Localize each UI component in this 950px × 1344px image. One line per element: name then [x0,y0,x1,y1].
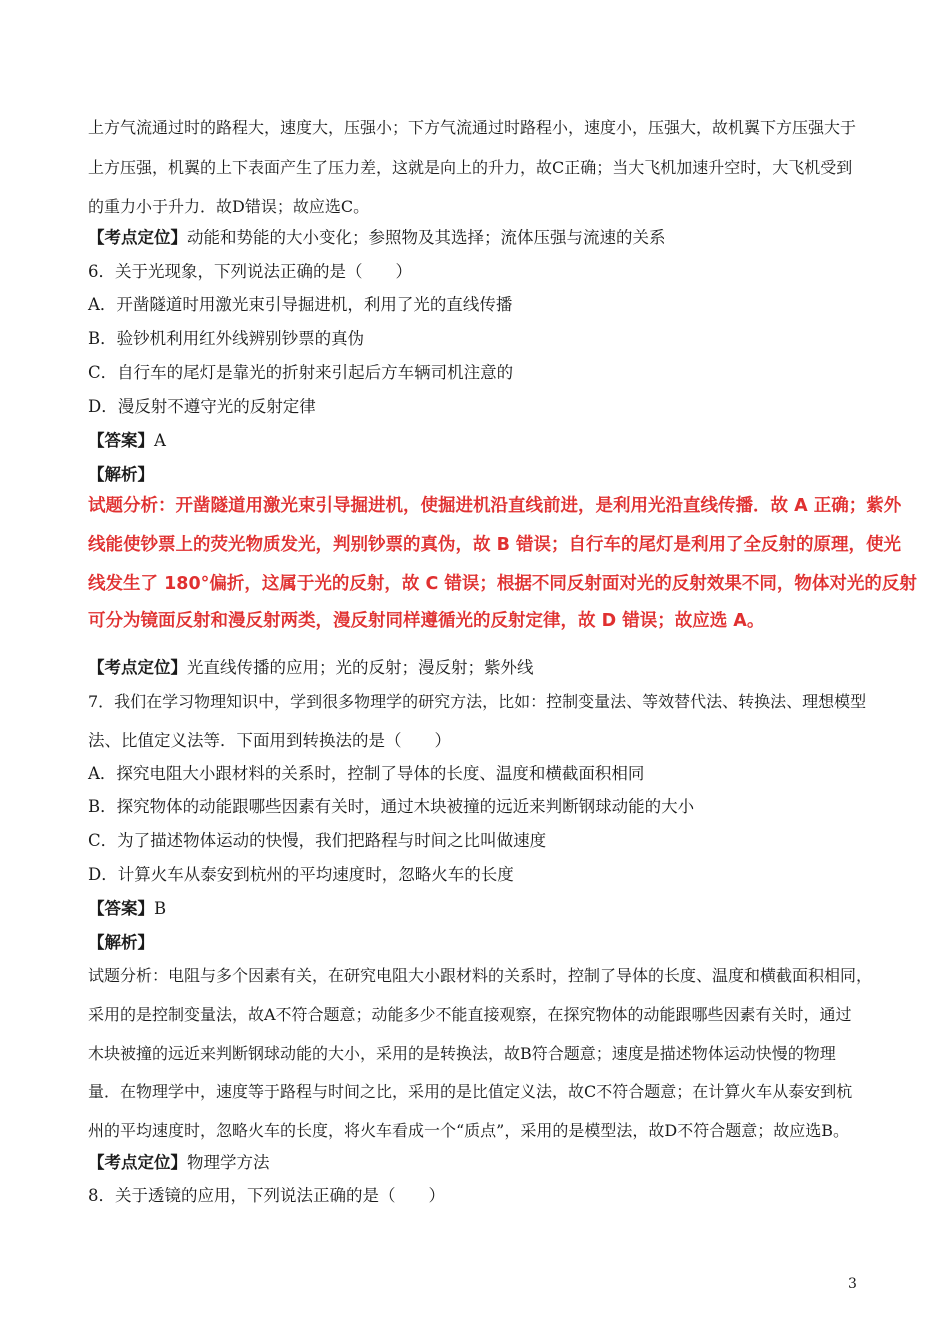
answer-tag: 【答案】 [88,431,154,450]
q7-kaodian [88,1153,270,1173]
q5-kaodian [88,228,666,248]
answer-value: A [154,431,166,450]
kaodian-tag: 【考点定位】 [88,1153,187,1172]
q6-analysis-line: 线能使钞票上的荧光物质发光，判别钞票的真伪，故 B 错误；自行车的尾灯是利用了全反射的原理，使光 [88,535,902,555]
answer-value: B [154,899,167,918]
q6-stem: 6．关于光现象，下列说法正确的是（ ） [88,262,412,281]
q6-option-c: C．自行车的尾灯是靠光的折射来引起后方车辆司机注意的 [88,363,514,382]
q7-analysis-line: 量．在物理学中，速度等于路程与时间之比，采用的是比值定义法，故C不符合题意；在计算火车从泰安到杭 [88,1082,853,1101]
answer-tag: 【答案】 [88,899,154,918]
q6-answer [88,431,166,451]
q7-analysis-tag: 【解析】 [88,933,154,952]
q7-option-d: D．计算火车从泰安到杭州的平均速度时，忽略火车的长度 [88,865,514,884]
q7-analysis-line: 州的平均速度时，忽略火车的长度，将火车看成一个“质点”，采用的是模型法，故D不符合题意；故应选B。 [88,1121,849,1140]
q6-analysis-line: 可分为镜面反射和漫反射两类，漫反射同样遵循光的反射定律，故 D 错误；故应选 A。 [88,611,765,631]
kaodian-tag: 【考点定位】 [88,658,187,677]
q7-option-b: B．探究物体的动能跟哪些因素有关时，通过木块被撞的远近来判断钢球动能的大小 [88,797,695,816]
q7-stem-line: 法、比值定义法等．下面用到转换法的是（ ） [88,731,451,750]
q7-analysis-line: 试题分析：电阻与多个因素有关，在研究电阻大小跟材料的关系时，控制了导体的长度、温度和横截面积相同， [88,966,873,985]
q6-option-b: B．验钞机利用红外线辨别钞票的真伪 [88,329,365,348]
page-number: 3 [848,1276,857,1292]
q8-stem: 8．关于透镜的应用，下列说法正确的是（ ） [88,1186,445,1205]
q6-analysis-line: 试题分析：开凿隧道用激光束引导掘进机，使掘进机沿直线前进，是利用光沿直线传播．故 A 正确；紫外 [88,496,902,516]
q7-option-a: A．探究电阻大小跟材料的关系时，控制了导体的长度、温度和横截面积相同 [88,764,645,783]
q6-kaodian [88,658,534,678]
q6-analysis-line: 线发生了 180°偏折，这属于光的反射，故 C 错误；根据不同反射面对光的反射效果不同，物体对光的反射 [88,574,917,594]
q6-option-d: D．漫反射不遵守光的反射定律 [88,397,316,416]
kaodian-tag: 【考点定位】 [88,228,187,247]
q7-analysis-line: 木块被撞的远近来判断钢球动能的大小，采用的是转换法，故B符合题意；速度是描述物体运动快慢的物理 [88,1044,836,1063]
q7-option-c: C．为了描述物体运动的快慢，我们把路程与时间之比叫做速度 [88,831,547,850]
kaodian-text: 光直线传播的应用；光的反射；漫反射；紫外线 [187,658,534,677]
kaodian-text: 物理学方法 [187,1153,270,1172]
q5-text-line: 上方气流通过时的路程大，速度大，压强小；下方气流通过时路程小，速度小，压强大，故机翼下方压强大于 [88,118,857,137]
q7-answer [88,899,166,919]
q7-stem-line: 7．我们在学习物理知识中，学到很多物理学的研究方法，比如：控制变量法、等效替代法、转换法、理想模型 [88,692,867,711]
kaodian-text: 动能和势能的大小变化；参照物及其选择；流体压强与流速的关系 [187,228,666,247]
q7-analysis-line: 采用的是控制变量法，故A不符合题意；动能多少不能直接观察，在探究物体的动能跟哪些因素有关时，通过 [88,1005,852,1024]
q6-option-a: A．开凿隧道时用激光束引导掘进机，利用了光的直线传播 [88,295,513,314]
q5-text-line: 上方压强，机翼的上下表面产生了压力差，这就是向上的升力，故C正确；当大飞机加速升空时，大飞机受到 [88,158,853,177]
q6-analysis-tag: 【解析】 [88,465,154,484]
q5-text-line: 的重力小于升力．故D错误；故应选C。 [88,197,370,216]
